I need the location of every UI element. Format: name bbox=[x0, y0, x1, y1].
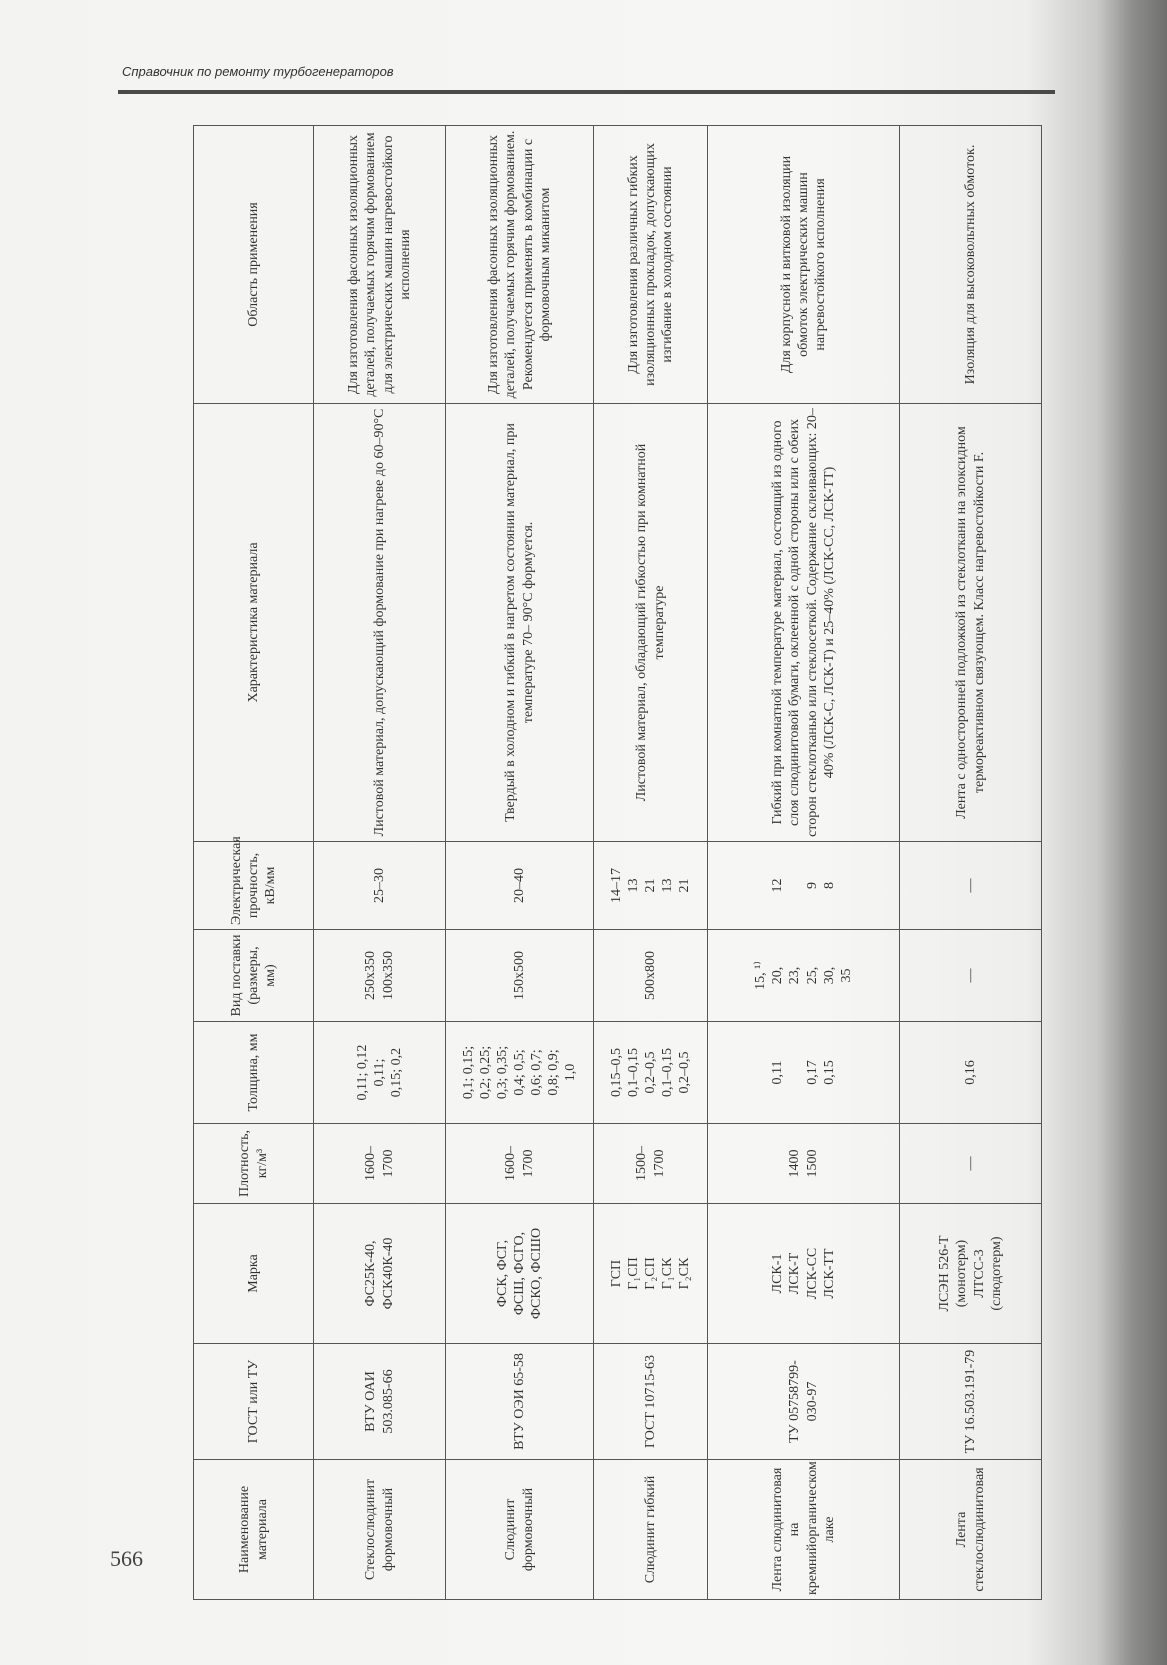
header-characteristic: Характеристика материала bbox=[194, 404, 314, 842]
header-application: Область применения bbox=[194, 126, 314, 404]
page-number: 566 bbox=[110, 1546, 143, 1571]
cell-application: Для изготовления фасонных изоляционных деталей, получаемых горячим формованием. Рекомендуется применять в комбинации с формовочным миканитом bbox=[446, 126, 594, 404]
cell-mark: ЛСК-1 ЛСК-Т ЛСК-СС ЛСК-ТТ bbox=[708, 1204, 900, 1344]
cell-density: 1500– 1700 bbox=[594, 1124, 708, 1204]
cell-strength: — bbox=[900, 842, 1042, 930]
header-form: Вид поставки (размеры, мм) bbox=[194, 930, 314, 1022]
cell-application: Для изготовления фасонных изоляционных деталей, получаемых горячим формованием для электрических машин нагревостойкого исполнения bbox=[314, 126, 446, 404]
header-thickness: Толщина, мм bbox=[194, 1022, 314, 1124]
table-row bbox=[900, 126, 1042, 1600]
running-header: Справочник по ремонту турбогенераторов bbox=[122, 64, 394, 79]
cell-form: 500x800 bbox=[594, 930, 708, 1022]
materials-table bbox=[193, 125, 1042, 1600]
cell-thickness: 0,11; 0,12 0,11; 0,15; 0,2 bbox=[314, 1022, 446, 1124]
cell-name: Стеклослюдинит формовочный bbox=[314, 1460, 446, 1600]
cell-mark: ЛСЭН 526-Т (монотерм) ЛТСС-3 (слюдотерм) bbox=[900, 1204, 1042, 1344]
cell-density: 1600– 1700 bbox=[446, 1124, 594, 1204]
cell-gost: ВТУ ОАИ 503.085-66 bbox=[314, 1344, 446, 1460]
cell-mark: ГСП Г₁СП Г₂СП Г₁СК Г₂СК bbox=[594, 1204, 708, 1344]
header-name: Наименование материала bbox=[194, 1460, 314, 1600]
cell-strength: 20–40 bbox=[446, 842, 594, 930]
cell-density: 1400 1500 bbox=[708, 1124, 900, 1204]
table-header-row bbox=[194, 126, 314, 1600]
cell-gost: ГОСТ 10715-63 bbox=[594, 1344, 708, 1460]
cell-form: 250x350 100x350 bbox=[314, 930, 446, 1022]
cell-density: 1600– 1700 bbox=[314, 1124, 446, 1204]
cell-characteristic: Твердый в холодном и гибкий в нагретом состоянии материал, при температуре 70– 90°С формуется. bbox=[446, 404, 594, 842]
table-row bbox=[594, 126, 708, 1600]
cell-gost: ТУ 05758799-030-97 bbox=[708, 1344, 900, 1460]
cell-characteristic: Листовой материал, обладающий гибкостью при комнатной температуре bbox=[594, 404, 708, 842]
cell-density: — bbox=[900, 1124, 1042, 1204]
cell-characteristic: Гибкий при комнатной температуре материал, состоящий из одного слоя слюдинитовой бумаги, оклеенной с одной стороны или с обеих сторон стеклотканью или стеклосеткой. Содержание склеивающих: 20–40% (ЛСК-С, ЛСК-Т) и 25–40% (ЛСК-СС, ЛСК-ТТ) bbox=[708, 404, 900, 842]
cell-application: Для изготовления различных гибких изоляционных прокладок, допускающих изгибание в холодном состоянии bbox=[594, 126, 708, 404]
cell-characteristic: Листовой материал, допускающий формование при нагреве до 60–90°С bbox=[314, 404, 446, 842]
cell-characteristic: Лента с односторонней подложкой из стеклоткани на эпоксидном термореактивном связующем. Класс нагревостойкости F. bbox=[900, 404, 1042, 842]
cell-form: 15, ¹⁾ 20, 23, 25, 30, 35 bbox=[708, 930, 900, 1022]
cell-name: Слюдинит формовочный bbox=[446, 1460, 594, 1600]
cell-mark: ФС25К-40, ФСК40К-40 bbox=[314, 1204, 446, 1344]
cell-thickness: 0,15–0,5 0,1–0,15 0,2–0,5 0,1–0,15 0,2–0,5 bbox=[594, 1022, 708, 1124]
cell-application: Для корпусной и витковой изоляции обмоток электрических машин нагревостойкого исполнения bbox=[708, 126, 900, 404]
header-rule bbox=[118, 90, 1055, 94]
table-row bbox=[708, 126, 900, 1600]
cell-application: Изоляция для высоковольтных обмоток. bbox=[900, 126, 1042, 404]
header-strength: Электрическая прочность, кВ/мм bbox=[194, 842, 314, 930]
cell-gost: ВТУ ОЭИ 65-58 bbox=[446, 1344, 594, 1460]
header-mark: Марка bbox=[194, 1204, 314, 1344]
cell-name: Лента стеклослюдинитовая bbox=[900, 1460, 1042, 1600]
header-density: Плотность, кг/м³ bbox=[194, 1124, 314, 1204]
table-row bbox=[446, 126, 594, 1600]
cell-thickness: 0,16 bbox=[900, 1022, 1042, 1124]
cell-mark: ФСК, ФСГ, ФСШ, ФСГО, ФСКО, ФСШО bbox=[446, 1204, 594, 1344]
rotated-table bbox=[193, 126, 1041, 1600]
cell-strength: 25–30 bbox=[314, 842, 446, 930]
cell-name: Слюдинит гибкий bbox=[594, 1460, 708, 1600]
cell-thickness: 0,1; 0,15; 0,2; 0,25; 0,3; 0,35; 0,4; 0,5; 0,6; 0,7; 0,8; 0,9; 1,0 bbox=[446, 1022, 594, 1124]
header-gost: ГОСТ или ТУ bbox=[194, 1344, 314, 1460]
table-row bbox=[314, 126, 446, 1600]
cell-gost: ТУ 16.503.191-79 bbox=[900, 1344, 1042, 1460]
cell-strength: 14–17 13 21 13 21 bbox=[594, 842, 708, 930]
cell-form: 150x500 bbox=[446, 930, 594, 1022]
cell-form: — bbox=[900, 930, 1042, 1022]
cell-thickness: 0,11 0,17 0,15 bbox=[708, 1022, 900, 1124]
cell-strength: 12 9 8 bbox=[708, 842, 900, 930]
cell-name: Лента слюдинитовая на кремнийорганическом лаке bbox=[708, 1460, 900, 1600]
rotated-table-container bbox=[193, 126, 1041, 1600]
